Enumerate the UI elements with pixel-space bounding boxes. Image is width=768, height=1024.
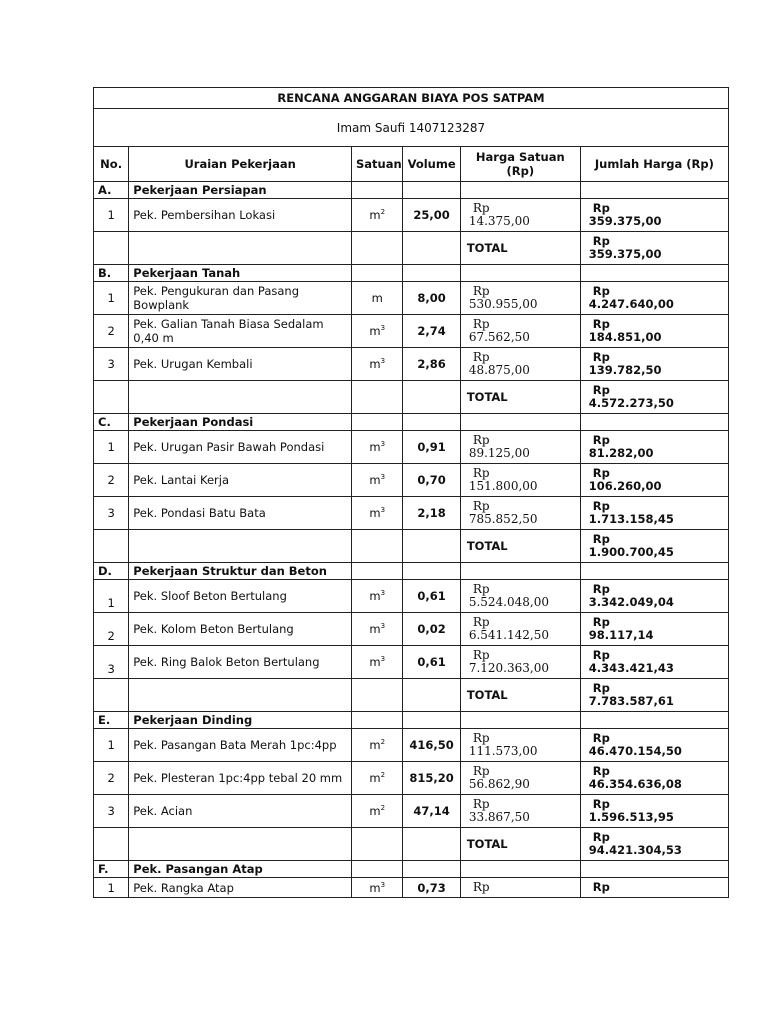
- harga-value: 89.125,00: [468, 446, 530, 460]
- currency-label: Rp: [592, 317, 610, 331]
- item-satuan: [352, 315, 403, 348]
- section-name: Pekerjaan Persiapan: [129, 182, 352, 199]
- total-amount: 1.900.700,45: [588, 545, 674, 559]
- currency-label: Rp: [472, 499, 490, 513]
- unit-text: m: [369, 655, 381, 669]
- section-name: Pekerjaan Struktur dan Beton: [129, 563, 352, 580]
- empty-cell: [460, 182, 580, 199]
- empty-cell: [352, 182, 403, 199]
- currency-label: Rp: [472, 350, 490, 364]
- unit-text: m: [369, 440, 381, 454]
- total-label: TOTAL: [460, 828, 580, 861]
- empty-cell: [129, 530, 352, 563]
- item-jumlah-harga: [580, 795, 728, 828]
- unit-text: m: [369, 622, 381, 636]
- item-jumlah-harga: [580, 580, 728, 613]
- item-row: [94, 878, 729, 898]
- item-uraian: Pek. Sloof Beton Bertulang: [129, 580, 352, 613]
- empty-cell: [580, 712, 728, 729]
- empty-cell: [460, 861, 580, 878]
- jumlah-value: 4.343.421,43: [588, 661, 674, 675]
- empty-cell: [352, 414, 403, 431]
- jumlah-value: 106.260,00: [588, 479, 662, 493]
- header-uraian: Uraian Pekerjaan: [129, 147, 352, 182]
- total-amount: 359.375,00: [588, 247, 662, 261]
- item-no: 1: [94, 580, 129, 613]
- item-uraian: Pek. Urugan Pasir Bawah Pondasi: [129, 431, 352, 464]
- harga-value: 111.573,00: [468, 744, 538, 758]
- currency-label: Rp: [592, 880, 610, 894]
- item-row: [94, 348, 729, 381]
- jumlah-value: 1.596.513,95: [588, 810, 674, 824]
- item-volume: 0,91: [403, 431, 460, 464]
- item-uraian: Pek. Lantai Kerja: [129, 464, 352, 497]
- item-volume: 0,61: [403, 646, 460, 679]
- item-row: [94, 762, 729, 795]
- total-row: [94, 381, 729, 414]
- item-no: 1: [94, 729, 129, 762]
- unit-text: m: [369, 473, 381, 487]
- currency-label: Rp: [592, 830, 610, 844]
- currency-label: Rp: [592, 797, 610, 811]
- section-name: Pek. Pasangan Atap: [129, 861, 352, 878]
- item-no: 1: [94, 878, 129, 898]
- item-satuan: [352, 431, 403, 464]
- item-jumlah-harga: [580, 878, 728, 898]
- header-no: No.: [94, 147, 129, 182]
- item-uraian: Pek. Galian Tanah Biasa Sedalam 0,40 m: [129, 315, 352, 348]
- currency-label: Rp: [592, 499, 610, 513]
- item-jumlah-harga: [580, 431, 728, 464]
- section-code: C.: [94, 414, 129, 431]
- empty-cell: [403, 232, 460, 265]
- item-harga-satuan: [460, 199, 580, 232]
- empty-cell: [352, 232, 403, 265]
- item-no: 1: [94, 199, 129, 232]
- empty-cell: [94, 381, 129, 414]
- item-no: 2: [94, 762, 129, 795]
- empty-cell: [129, 232, 352, 265]
- item-jumlah-harga: [580, 315, 728, 348]
- empty-cell: [352, 265, 403, 282]
- unit-exponent: 2: [380, 804, 386, 813]
- item-harga-satuan: [460, 282, 580, 315]
- item-row: [94, 613, 729, 646]
- item-jumlah-harga: [580, 613, 728, 646]
- currency-label: Rp: [472, 317, 490, 331]
- empty-cell: [403, 563, 460, 580]
- jumlah-value: 139.782,50: [588, 363, 662, 377]
- section-row: [94, 712, 729, 729]
- section-name: Pekerjaan Dinding: [129, 712, 352, 729]
- total-label: TOTAL: [460, 381, 580, 414]
- currency-label: Rp: [472, 764, 490, 778]
- unit-exponent: 3: [380, 324, 386, 333]
- harga-value: 5.524.048,00: [468, 595, 549, 609]
- currency-label: Rp: [592, 433, 610, 447]
- harga-value: 7.120.363,00: [468, 661, 549, 675]
- empty-cell: [352, 861, 403, 878]
- empty-cell: [129, 381, 352, 414]
- currency-label: Rp: [592, 764, 610, 778]
- empty-cell: [403, 265, 460, 282]
- unit-text: m: [369, 771, 381, 785]
- item-no: 3: [94, 646, 129, 679]
- item-row: [94, 646, 729, 679]
- unit-exponent: 3: [380, 506, 386, 515]
- item-row: [94, 729, 729, 762]
- section-code: F.: [94, 861, 129, 878]
- empty-cell: [403, 182, 460, 199]
- item-harga-satuan: [460, 315, 580, 348]
- unit-exponent: 3: [380, 473, 386, 482]
- item-jumlah-harga: [580, 646, 728, 679]
- item-satuan: [352, 580, 403, 613]
- unit-exponent: 3: [380, 880, 386, 889]
- item-harga-satuan: [460, 464, 580, 497]
- unit-text: m: [369, 804, 381, 818]
- item-jumlah-harga: [580, 497, 728, 530]
- item-satuan: [352, 282, 403, 315]
- jumlah-value: 98.117,14: [588, 628, 654, 642]
- total-row: [94, 530, 729, 563]
- item-harga-satuan: [460, 348, 580, 381]
- section-code: A.: [94, 182, 129, 199]
- item-volume: 0,73: [403, 878, 460, 898]
- unit-exponent: 3: [380, 440, 386, 449]
- item-row: [94, 282, 729, 315]
- currency-label: Rp: [472, 466, 490, 480]
- empty-cell: [94, 232, 129, 265]
- item-harga-satuan: [460, 795, 580, 828]
- empty-cell: [460, 265, 580, 282]
- item-volume: 2,74: [403, 315, 460, 348]
- unit-exponent: 3: [380, 655, 386, 664]
- item-satuan: [352, 199, 403, 232]
- unit-text: m: [369, 589, 381, 603]
- item-volume: 0,02: [403, 613, 460, 646]
- item-satuan: [352, 464, 403, 497]
- item-volume: 2,86: [403, 348, 460, 381]
- item-volume: 2,18: [403, 497, 460, 530]
- item-uraian: Pek. Ring Balok Beton Bertulang: [129, 646, 352, 679]
- total-amount: 4.572.273,50: [588, 396, 674, 410]
- currency-label: Rp: [472, 731, 490, 745]
- header-jumlah-harga: Jumlah Harga (Rp): [580, 147, 728, 182]
- header-satuan: Satuan: [352, 147, 403, 182]
- empty-cell: [352, 530, 403, 563]
- header-volume: Volume: [403, 147, 460, 182]
- harga-value: 151.800,00: [468, 479, 538, 493]
- empty-cell: [403, 712, 460, 729]
- unit-text: m: [369, 357, 381, 371]
- item-jumlah-harga: [580, 464, 728, 497]
- item-row: [94, 497, 729, 530]
- empty-cell: [403, 828, 460, 861]
- empty-cell: [580, 265, 728, 282]
- rab-table: [93, 87, 729, 898]
- unit-text: m: [369, 506, 381, 520]
- header-harga-satuan: Harga Satuan (Rp): [460, 147, 580, 182]
- empty-cell: [352, 828, 403, 861]
- total-row: [94, 828, 729, 861]
- empty-cell: [403, 530, 460, 563]
- item-uraian: Pek. Kolom Beton Bertulang: [129, 613, 352, 646]
- total-label: TOTAL: [460, 530, 580, 563]
- section-code: E.: [94, 712, 129, 729]
- section-code: D.: [94, 563, 129, 580]
- empty-cell: [352, 563, 403, 580]
- currency-label: Rp: [592, 234, 610, 248]
- currency-label: Rp: [472, 615, 490, 629]
- item-uraian: Pek. Pondasi Batu Bata: [129, 497, 352, 530]
- jumlah-value: 81.282,00: [588, 446, 654, 460]
- item-no: 3: [94, 795, 129, 828]
- item-volume: 0,61: [403, 580, 460, 613]
- empty-cell: [460, 414, 580, 431]
- total-row: [94, 232, 729, 265]
- harga-value: 48.875,00: [468, 363, 530, 377]
- item-harga-satuan: [460, 762, 580, 795]
- item-jumlah-harga: [580, 348, 728, 381]
- item-jumlah-harga: [580, 199, 728, 232]
- total-amount: 94.421.304,53: [588, 843, 682, 857]
- empty-cell: [403, 679, 460, 712]
- item-volume: 8,00: [403, 282, 460, 315]
- item-jumlah-harga: [580, 729, 728, 762]
- harga-value: 530.955,00: [468, 297, 538, 311]
- currency-label: Rp: [592, 731, 610, 745]
- currency-label: Rp: [592, 532, 610, 546]
- empty-cell: [94, 530, 129, 563]
- jumlah-value: 1.713.158,45: [588, 512, 674, 526]
- item-volume: 416,50: [403, 729, 460, 762]
- harga-value: 14.375,00: [468, 214, 530, 228]
- harga-value: 67.562,50: [468, 330, 530, 344]
- item-uraian: Pek. Pembersihan Lokasi: [129, 199, 352, 232]
- empty-cell: [580, 182, 728, 199]
- empty-cell: [94, 679, 129, 712]
- total-label: TOTAL: [460, 232, 580, 265]
- item-row: [94, 580, 729, 613]
- empty-cell: [352, 679, 403, 712]
- item-satuan: [352, 729, 403, 762]
- item-uraian: Pek. Urugan Kembali: [129, 348, 352, 381]
- empty-cell: [352, 712, 403, 729]
- currency-label: Rp: [592, 466, 610, 480]
- item-satuan: [352, 646, 403, 679]
- total-label: TOTAL: [460, 679, 580, 712]
- jumlah-value: 3.342.049,04: [588, 595, 674, 609]
- item-volume: 47,14: [403, 795, 460, 828]
- jumlah-value: 4.247.640,00: [588, 297, 674, 311]
- section-row: [94, 414, 729, 431]
- currency-label: Rp: [592, 350, 610, 364]
- currency-label: Rp: [472, 201, 490, 215]
- section-row: [94, 182, 729, 199]
- item-no: 1: [94, 431, 129, 464]
- currency-label: Rp: [592, 582, 610, 596]
- item-satuan: [352, 613, 403, 646]
- currency-label: Rp: [592, 648, 610, 662]
- section-name: Pekerjaan Pondasi: [129, 414, 352, 431]
- item-satuan: [352, 348, 403, 381]
- harga-value: 6.541.142,50: [468, 628, 549, 642]
- item-no: 2: [94, 315, 129, 348]
- section-row: [94, 265, 729, 282]
- empty-cell: [580, 563, 728, 580]
- total-value: [580, 828, 728, 861]
- empty-cell: [580, 861, 728, 878]
- item-uraian: Pek. Plesteran 1pc:4pp tebal 20 mm: [129, 762, 352, 795]
- empty-cell: [129, 828, 352, 861]
- section-row: [94, 861, 729, 878]
- item-uraian: Pek. Pengukuran dan Pasang Bowplank: [129, 282, 352, 315]
- empty-cell: [403, 861, 460, 878]
- unit-exponent: 2: [380, 738, 386, 747]
- empty-cell: [580, 414, 728, 431]
- section-name: Pekerjaan Tanah: [129, 265, 352, 282]
- unit-text: m: [369, 738, 381, 752]
- currency-label: Rp: [592, 383, 610, 397]
- unit-text: m: [369, 324, 381, 338]
- harga-value: 785.852,50: [468, 512, 538, 526]
- item-no: 2: [94, 464, 129, 497]
- unit-exponent: 3: [380, 357, 386, 366]
- item-jumlah-harga: [580, 762, 728, 795]
- item-uraian: Pek. Acian: [129, 795, 352, 828]
- total-value: [580, 679, 728, 712]
- item-satuan: [352, 795, 403, 828]
- item-jumlah-harga: [580, 282, 728, 315]
- total-value: [580, 381, 728, 414]
- item-satuan: [352, 497, 403, 530]
- item-harga-satuan: [460, 613, 580, 646]
- empty-cell: [94, 828, 129, 861]
- item-harga-satuan: [460, 497, 580, 530]
- item-harga-satuan: [460, 729, 580, 762]
- item-row: [94, 199, 729, 232]
- total-amount: 7.783.587,61: [588, 694, 674, 708]
- section-row: [94, 563, 729, 580]
- item-no: 3: [94, 348, 129, 381]
- total-value: [580, 530, 728, 563]
- currency-label: Rp: [472, 284, 490, 298]
- author-line: Imam Saufi 1407123287: [94, 109, 729, 147]
- currency-label: Rp: [472, 880, 490, 894]
- empty-cell: [129, 679, 352, 712]
- item-harga-satuan: [460, 580, 580, 613]
- unit-exponent: 2: [380, 771, 386, 780]
- empty-cell: [403, 414, 460, 431]
- currency-label: Rp: [472, 648, 490, 662]
- unit-text: m: [369, 880, 381, 895]
- item-volume: 0,70: [403, 464, 460, 497]
- item-no: 3: [94, 497, 129, 530]
- item-row: [94, 795, 729, 828]
- unit-text: m: [369, 208, 381, 222]
- item-uraian: Pek. Pasangan Bata Merah 1pc:4pp: [129, 729, 352, 762]
- empty-cell: [460, 712, 580, 729]
- currency-label: Rp: [592, 681, 610, 695]
- currency-label: Rp: [592, 201, 610, 215]
- total-value: [580, 232, 728, 265]
- unit-text: m: [371, 291, 383, 305]
- item-row: [94, 315, 729, 348]
- jumlah-value: 359.375,00: [588, 214, 662, 228]
- total-row: [94, 679, 729, 712]
- item-row: [94, 431, 729, 464]
- unit-exponent: 3: [380, 589, 386, 598]
- harga-value: 33.867,50: [468, 810, 530, 824]
- jumlah-value: 184.851,00: [588, 330, 662, 344]
- empty-cell: [352, 381, 403, 414]
- unit-exponent: 2: [380, 208, 386, 217]
- currency-label: Rp: [472, 582, 490, 596]
- item-harga-satuan: [460, 431, 580, 464]
- currency-label: Rp: [592, 615, 610, 629]
- item-volume: 815,20: [403, 762, 460, 795]
- harga-value: 56.862,90: [468, 777, 530, 791]
- document-title: RENCANA ANGGARAN BIAYA POS SATPAM: [94, 88, 729, 109]
- jumlah-value: 46.354.636,08: [588, 777, 682, 791]
- item-harga-satuan: [460, 646, 580, 679]
- currency-label: Rp: [472, 797, 490, 811]
- empty-cell: [403, 381, 460, 414]
- item-uraian: Pek. Rangka Atap: [129, 878, 352, 898]
- jumlah-value: 46.470.154,50: [588, 744, 682, 758]
- item-no: 2: [94, 613, 129, 646]
- item-harga-satuan: [460, 878, 580, 898]
- unit-exponent: 3: [380, 622, 386, 631]
- item-volume: 25,00: [403, 199, 460, 232]
- item-no: 1: [94, 282, 129, 315]
- currency-label: Rp: [472, 433, 490, 447]
- item-satuan: [352, 878, 403, 898]
- empty-cell: [460, 563, 580, 580]
- section-code: B.: [94, 265, 129, 282]
- item-row: [94, 464, 729, 497]
- currency-label: Rp: [592, 284, 610, 298]
- item-satuan: [352, 762, 403, 795]
